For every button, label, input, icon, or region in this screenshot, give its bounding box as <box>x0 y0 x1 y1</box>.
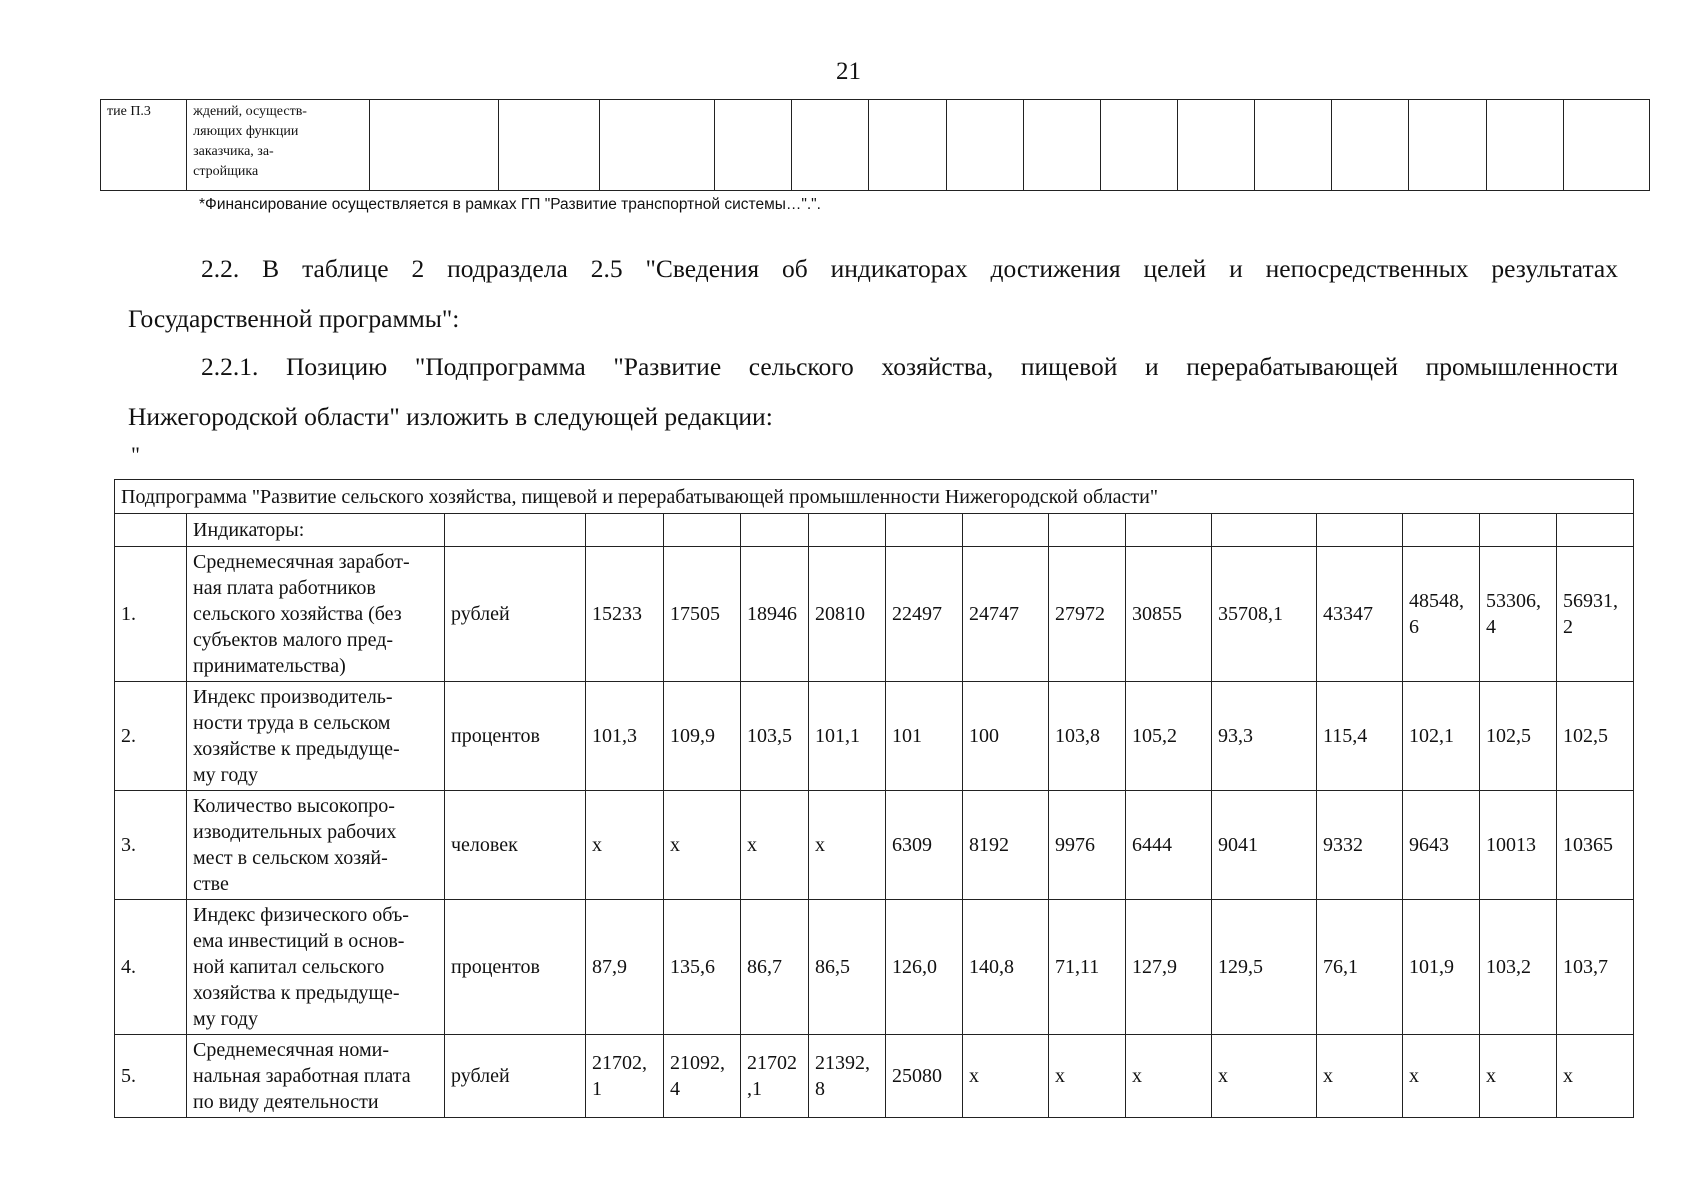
value-cell: 18946 <box>741 547 809 682</box>
value-cell: 109,9 <box>664 682 741 791</box>
value-cell: 76,1 <box>1317 900 1403 1035</box>
paragraph-2-2 <box>128 244 1618 344</box>
table-row <box>115 682 1634 791</box>
value-cell: х <box>1126 1035 1212 1118</box>
indicator-name: Индекс физического объ- ема инвестиций в основ- ной капитал сельского хозяйства к предыдуще- му году <box>187 900 445 1035</box>
row-number: 3. <box>115 791 187 900</box>
table-row <box>115 900 1634 1035</box>
value-cell: 21702 ,1 <box>741 1035 809 1118</box>
value-cell: 115,4 <box>1317 682 1403 791</box>
value-cell: 24747 <box>963 547 1049 682</box>
table-row <box>115 791 1634 900</box>
row-number: 2. <box>115 682 187 791</box>
indicator-unit: рублей <box>445 547 586 682</box>
value-cell: х <box>1403 1035 1480 1118</box>
value-cell: 140,8 <box>963 900 1049 1035</box>
opening-quote: " <box>131 442 140 467</box>
row-number: 1. <box>115 547 187 682</box>
indicator-unit: процентов <box>445 900 586 1035</box>
value-cell: 35708,1 <box>1212 547 1317 682</box>
value-cell: 20810 <box>809 547 886 682</box>
footnote: *Финансирование осуществляется в рамках ГП "Развитие транспортной системы…".". <box>199 196 821 213</box>
value-cell: 48548, 6 <box>1403 547 1480 682</box>
value-cell: 9976 <box>1049 791 1126 900</box>
value-cell: 6444 <box>1126 791 1212 900</box>
value-cell: х <box>963 1035 1049 1118</box>
indicator-name: Среднемесячная номи- нальная заработная плата по виду деятельности <box>187 1035 445 1118</box>
value-cell: 135,6 <box>664 900 741 1035</box>
value-cell: 105,2 <box>1126 682 1212 791</box>
value-cell: 30855 <box>1126 547 1212 682</box>
indicator-unit: процентов <box>445 682 586 791</box>
value-cell: 101,1 <box>809 682 886 791</box>
value-cell: 8192 <box>963 791 1049 900</box>
indicators-table <box>114 479 1634 1118</box>
value-cell: х <box>741 791 809 900</box>
value-cell: 43347 <box>1317 547 1403 682</box>
value-cell: 27972 <box>1049 547 1126 682</box>
row-number: 4. <box>115 900 187 1035</box>
table-title: Подпрограмма "Развитие сельского хозяйства, пищевой и перерабатывающей промышленности Нижегородской области" <box>115 480 1634 514</box>
value-cell: 53306, 4 <box>1480 547 1557 682</box>
indicator-name: Среднемесячная заработ- ная плата работников сельского хозяйства (без субъектов малого пред- принимательства) <box>187 547 445 682</box>
value-cell: 102,1 <box>1403 682 1480 791</box>
value-cell: 56931, 2 <box>1557 547 1634 682</box>
value-cell: х <box>1317 1035 1403 1118</box>
value-cell: 100 <box>963 682 1049 791</box>
value-cell: 86,7 <box>741 900 809 1035</box>
row-number: 5. <box>115 1035 187 1118</box>
value-cell: х <box>1049 1035 1126 1118</box>
indicator-unit: рублей <box>445 1035 586 1118</box>
page-number: 21 <box>836 58 861 85</box>
continuation-cell-code: тие П.3 <box>101 100 187 191</box>
value-cell: 87,9 <box>586 900 664 1035</box>
paragraph-2-2-line-2: Государственной программы": <box>128 304 460 333</box>
value-cell: 6309 <box>886 791 963 900</box>
table-row <box>115 547 1634 682</box>
value-cell: 10013 <box>1480 791 1557 900</box>
value-cell: 86,5 <box>809 900 886 1035</box>
continuation-cell-name: ждений, осуществ- ляющих функции заказчика, за- стройщика <box>187 100 369 191</box>
value-cell: х <box>1480 1035 1557 1118</box>
value-cell: 21092, 4 <box>664 1035 741 1118</box>
value-cell: 22497 <box>886 547 963 682</box>
paragraph-2-2-1 <box>128 342 1618 442</box>
value-cell: 101 <box>886 682 963 791</box>
value-cell: 17505 <box>664 547 741 682</box>
value-cell: х <box>809 791 886 900</box>
indicator-name: Индекс производитель- ности труда в сельском хозяйстве к предыдуще- му году <box>187 682 445 791</box>
value-cell: 127,9 <box>1126 900 1212 1035</box>
value-cell: 93,3 <box>1212 682 1317 791</box>
value-cell: 101,9 <box>1403 900 1480 1035</box>
paragraph-2-2-1-line-1: 2.2.1. Позицию "Подпрограмма "Развитие сельского хозяйства, пищевой и перерабатывающей промышленности <box>201 352 1618 381</box>
value-cell: 103,7 <box>1557 900 1634 1035</box>
value-cell: 129,5 <box>1212 900 1317 1035</box>
value-cell: х <box>1557 1035 1634 1118</box>
indicator-unit: человек <box>445 791 586 900</box>
value-cell: 101,3 <box>586 682 664 791</box>
value-cell: 102,5 <box>1557 682 1634 791</box>
value-cell: 9041 <box>1212 791 1317 900</box>
value-cell: 9332 <box>1317 791 1403 900</box>
value-cell: 21392, 8 <box>809 1035 886 1118</box>
paragraph-2-2-1-line-2: Нижегородской области" изложить в следующей редакции: <box>128 402 773 431</box>
table-row <box>115 1035 1634 1118</box>
value-cell: 103,8 <box>1049 682 1126 791</box>
paragraph-2-2-line-1: 2.2. В таблице 2 подраздела 2.5 "Сведения об индикаторах достижения целей и непосредственных результатах <box>201 254 1618 283</box>
value-cell: 9643 <box>1403 791 1480 900</box>
continuation-row <box>101 100 1650 191</box>
value-cell: х <box>664 791 741 900</box>
continuation-table <box>100 99 1650 191</box>
value-cell: 102,5 <box>1480 682 1557 791</box>
value-cell: 10365 <box>1557 791 1634 900</box>
value-cell: 25080 <box>886 1035 963 1118</box>
value-cell: 103,5 <box>741 682 809 791</box>
value-cell: 71,11 <box>1049 900 1126 1035</box>
value-cell: 126,0 <box>886 900 963 1035</box>
value-cell: 103,2 <box>1480 900 1557 1035</box>
value-cell: 15233 <box>586 547 664 682</box>
indicators-label: Индикаторы: <box>187 514 445 547</box>
value-cell: х <box>586 791 664 900</box>
indicator-name: Количество высокопро- изводительных рабочих мест в сельском хозяй- стве <box>187 791 445 900</box>
value-cell: 21702, 1 <box>586 1035 664 1118</box>
value-cell: х <box>1212 1035 1317 1118</box>
